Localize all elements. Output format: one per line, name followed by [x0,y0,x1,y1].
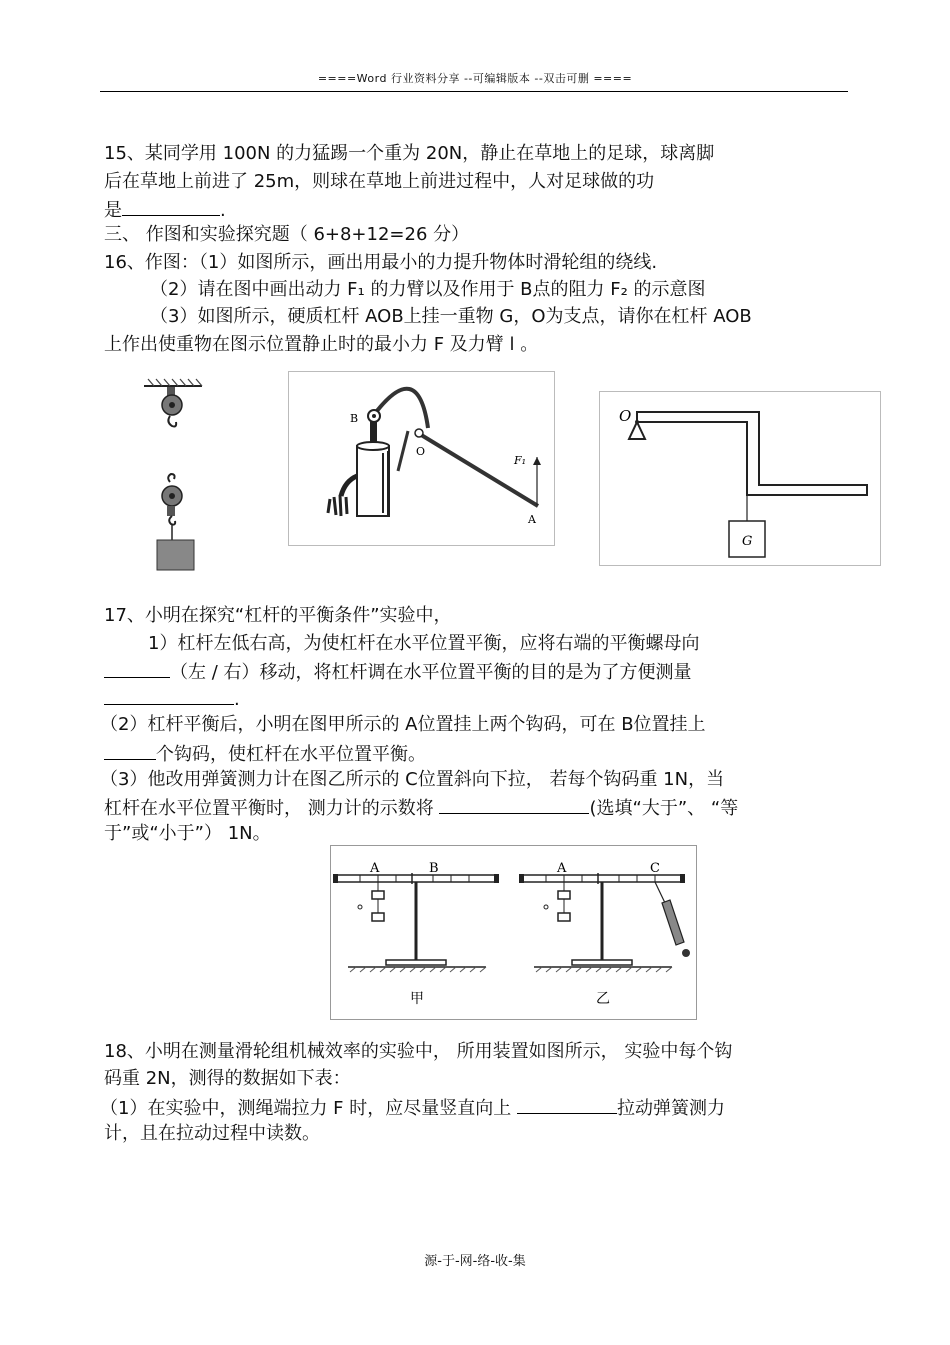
q17-line8 [104,795,738,821]
q17-line6 [104,741,426,767]
q17-line3 [104,659,692,685]
q15-line2: 后在草地上前进了 25m，则球在草地上前进过程中，人对足球做的功 [104,171,655,192]
q17-direction-blank[interactable] [104,659,170,678]
pump-label-A: A [528,513,536,526]
q17-line4 [104,686,240,712]
q18-line1: 18、小明在测量滑轮组机械效率的实验中， 所用装置如图所示， 实验中每个钩 [104,1041,733,1062]
yi-label-A: A [557,861,567,876]
yi-label-C: C [650,861,660,876]
q18-line3-prefix: （1）在实验中，测绳端拉力 F 时，应尽量竖直向上 [100,1098,512,1119]
q17-line8-prefix: 杠杆在水平位置平衡时， 测力计的示数将 [104,798,434,819]
page-footer: 源-于-网-络-收-集 [424,1254,526,1269]
q16-line4: 上作出使重物在图示位置静止时的最小力 F 及力臂 l 。 [104,334,539,355]
q16-line1: 16、作图：（1）如图所示，画出用最小的力提升物体时滑轮组的绕线. [104,252,658,273]
jia-caption: 甲 [410,991,424,1007]
q15-line3-prefix: 是 [104,200,122,221]
q17-line3-text: （左 / 右）移动，将杠杆调在水平位置平衡的目的是为了方便测量 [170,662,692,683]
jia-label-A: A [370,861,380,876]
q17-measure-blank[interactable] [104,686,234,705]
section3-title: 三、 作图和实验探究题（ 6+8+12=26 分） [104,224,470,245]
pulley-system-figure [140,378,210,573]
page-header: ====Word 行业资料分享 --可编辑版本 --双击可删 ==== [317,72,633,85]
pump-label-F1: F₁ [514,454,527,467]
q15-line1: 15、某同学用 100N 的力猛踢一个重为 20N，静止在草地上的足球，球离脚 [104,143,715,164]
q18-line4: 计，且在拉动过程中读数。 [104,1123,320,1144]
q17-line9: 于”或“小于”） 1N。 [104,823,271,844]
q17-line2: 1）杠杆左低右高，为使杠杆在水平位置平衡，应将右端的平衡螺母向 [148,633,700,654]
q16-line3: （3）如图所示，硬质杠杆 AOB上挂一重物 G，O为支点，请你在杠杆 AOB [150,306,752,327]
q17-reading-blank[interactable] [439,795,589,814]
pump-label-O: O [416,445,426,458]
lever-label-O: O [619,407,632,425]
lever-label-G: G [742,534,753,549]
q17-line6-text: 个钩码，使杠杆在水平位置平衡。 [156,744,426,765]
pump-label-B: B [350,412,359,425]
q17-line8-suffix: (选填“大于”、 “等 [589,798,739,819]
q18-line3-suffix: 拉动弹簧测力 [616,1098,725,1119]
q17-line1: 17、小明在探究“杠杆的平衡条件”实验中， [104,605,452,626]
q17-count-blank[interactable] [104,741,156,760]
q16-line2: （2）请在图中画出动力 F₁ 的力臂以及作用于 B点的阻力 F₂ 的示意图 [150,279,706,300]
bent-lever-figure [599,391,882,566]
q18-line3 [100,1095,725,1121]
jia-label-B: B [429,861,439,876]
q18-direction-blank[interactable] [517,1095,617,1114]
q17-line7: （3）他改用弹簧测力计在图乙所示的 C位置斜向下拉， 若每个钩码重 1N，当 [100,769,725,790]
q17-line4-suffix: . [234,689,240,710]
pump-lever-figure [288,371,555,546]
lever-experiment-figure [330,845,697,1020]
yi-caption: 乙 [596,991,610,1007]
header-rule [100,91,848,92]
q18-line2: 码重 2N，测得的数据如下表： [104,1068,351,1089]
q15-line3 [104,197,226,223]
q17-line5: （2）杠杆平衡后，小明在图甲所示的 A位置挂上两个钩码，可在 B位置挂上 [100,714,706,735]
q15-line3-suffix: . [220,200,226,221]
q15-answer-blank[interactable] [122,197,220,216]
